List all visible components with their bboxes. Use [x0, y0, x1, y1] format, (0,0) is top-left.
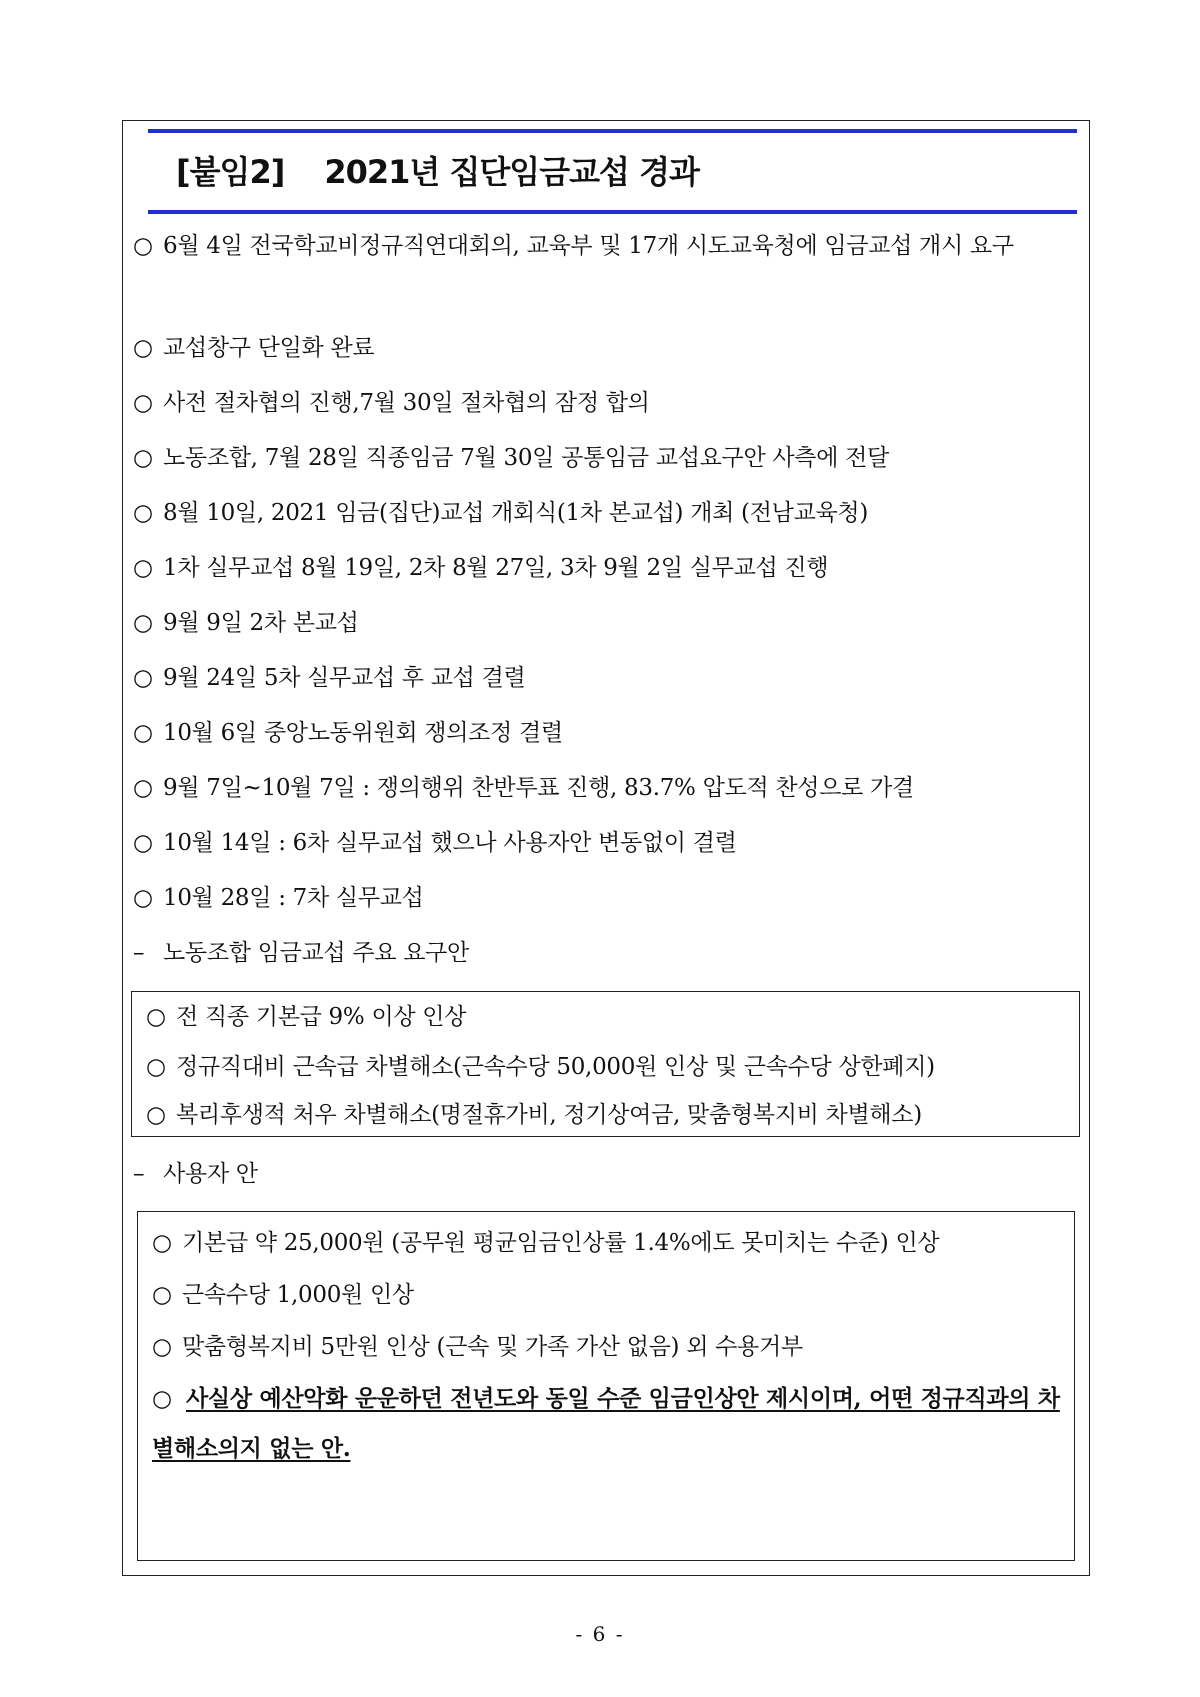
union-demands-heading: – 노동조합 임금교섭 주요 요구안 — [133, 940, 469, 966]
employer-proposal-conclusion: ○ 사실상 예산악화 운운하던 전년도와 동일 수준 임금인상안 제시이며, 어떤 정규직과의 차별해소의지 없는 안. — [152, 1374, 1062, 1474]
event-item: ○ 사전 절차협의 진행,7월 30일 절차협의 잠정 합의 — [133, 390, 650, 416]
document-frame — [122, 120, 1090, 1576]
event-item: ○ 10월 6일 중앙노동위원회 쟁의조정 결렬 — [133, 720, 563, 746]
employer-proposal-item: ○ 기본급 약 25,000원 (공무원 평균임금인상률 1.4%에도 못미치는 수준) 인상 — [152, 1230, 940, 1256]
title-label: 2021년 집단임금교섭 경과 — [324, 153, 699, 191]
union-demand-item: ○ 전 직종 기본급 9% 이상 인상 — [146, 1004, 467, 1030]
bullet-circle-icon: ○ — [133, 233, 153, 259]
event-item: ○ 10월 14일 : 6차 실무교섭 했으나 사용자안 변동없이 결렬 — [133, 830, 737, 856]
bullet-circle-icon: ○ — [133, 830, 153, 856]
bullet-circle-icon: ○ — [133, 555, 153, 581]
attachment-tag: [붙임2] — [176, 153, 285, 191]
bullet-circle-icon: ○ — [133, 720, 153, 746]
employer-proposal-item: ○ 맞춤형복지비 5만원 인상 (근속 및 가족 가산 없음) 외 수용거부 — [152, 1334, 803, 1360]
bullet-circle-icon: ○ — [152, 1334, 172, 1360]
page-number: - 6 - — [575, 1622, 625, 1646]
bullet-circle-icon: ○ — [133, 775, 153, 801]
bullet-circle-icon: ○ — [152, 1282, 172, 1308]
employer-proposal-item: ○ 근속수당 1,000원 인상 — [152, 1282, 414, 1308]
dash-icon: – — [133, 940, 145, 966]
bullet-circle-icon: ○ — [133, 335, 153, 361]
event-item: ○ 1차 실무교섭 8월 19일, 2차 8월 27일, 3차 9월 2일 실무교섭 진행 — [133, 555, 829, 581]
bullet-circle-icon: ○ — [133, 500, 153, 526]
title-bar — [148, 129, 1077, 214]
bullet-circle-icon: ○ — [133, 665, 153, 691]
dash-icon: – — [133, 1161, 145, 1187]
event-item: ○ 노동조합, 7월 28일 직종임금 7월 30일 공통임금 교섭요구안 사측에 전달 — [133, 445, 889, 471]
bullet-circle-icon: ○ — [146, 1004, 166, 1030]
union-demand-item: ○ 복리후생적 처우 차별해소(명절휴가비, 정기상여금, 맞춤형복지비 차별해소) — [146, 1102, 922, 1128]
event-item: ○ 9월 9일 2차 본교섭 — [133, 610, 359, 636]
bullet-circle-icon: ○ — [146, 1102, 166, 1128]
event-item: ○ 10월 28일 : 7차 실무교섭 — [133, 885, 424, 911]
employer-proposal-box — [137, 1211, 1075, 1561]
union-demand-item: ○ 정규직대비 근속급 차별해소(근속수당 50,000원 인상 및 근속수당 상한폐지) — [146, 1054, 935, 1080]
page-title — [176, 147, 699, 193]
event-item: ○ 8월 10일, 2021 임금(집단)교섭 개회식(1차 본교섭) 개최 (전남교육청) — [133, 500, 868, 526]
union-demands-box — [131, 991, 1080, 1137]
bullet-circle-icon: ○ — [133, 445, 153, 471]
event-item: ○ 9월 24일 5차 실무교섭 후 교섭 결렬 — [133, 665, 526, 691]
bullet-circle-icon: ○ — [152, 1230, 172, 1256]
bullet-circle-icon: ○ — [133, 885, 153, 911]
employer-proposal-heading: – 사용자 안 — [133, 1161, 258, 1187]
bullet-circle-icon: ○ — [133, 610, 153, 636]
bullet-circle-icon: ○ — [152, 1385, 172, 1412]
bullet-circle-icon: ○ — [146, 1054, 166, 1080]
event-item: ○ 9월 7일~10월 7일 : 쟁의행위 찬반투표 진행, 83.7% 압도적 찬성으로 가결 — [133, 775, 914, 801]
bullet-circle-icon: ○ — [133, 390, 153, 416]
event-item: ○ 6월 4일 전국학교비정규직연대회의, 교육부 및 17개 시도교육청에 임금교섭 개시 요구 — [133, 221, 1077, 271]
event-item: ○ 교섭창구 단일화 완료 — [133, 335, 375, 361]
